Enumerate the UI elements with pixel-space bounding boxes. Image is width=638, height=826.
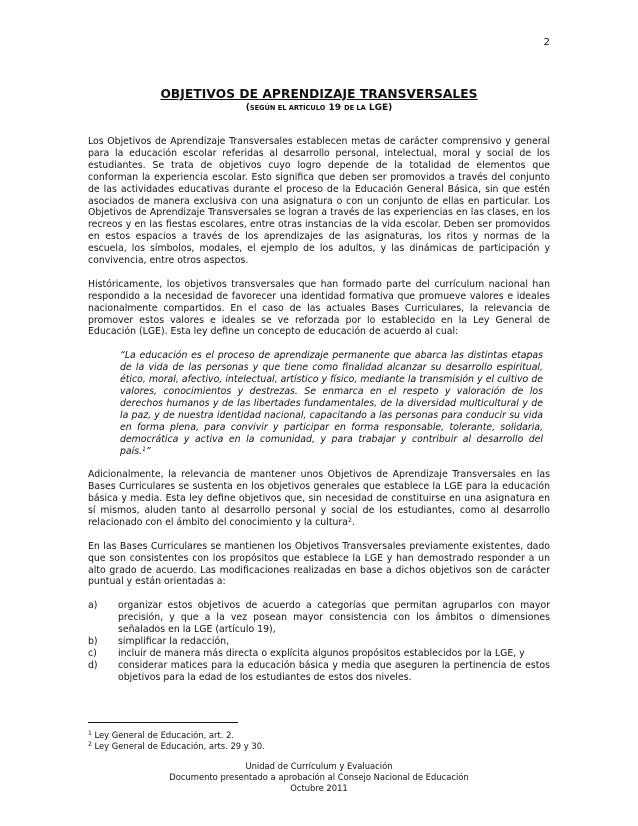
footnote-divider xyxy=(88,722,238,723)
lge-quote xyxy=(120,350,543,457)
document-body xyxy=(88,136,550,684)
list-item-text: incluir de manera más directa o explícita algunos propósitos establecidos por la LGE, y xyxy=(118,647,525,659)
page-title: OBJETIVOS DE APRENDIZAJE TRANSVERSALES xyxy=(160,87,478,101)
footnote-2 xyxy=(88,741,550,752)
subtitle-open: ( xyxy=(245,103,250,113)
paragraph-additional-end: . xyxy=(351,516,355,528)
list-item xyxy=(88,660,550,684)
list-marker: c) xyxy=(88,647,97,659)
list-item xyxy=(88,648,550,660)
quote-close: ” xyxy=(145,445,151,457)
paragraph-intro: Los Objetivos de Aprendizaje Transversales establecen metas de carácter comprensivo y general para la educación escolar referidas al desarrollo personal, intelectual, moral y social de los estudiantes. Se trata de objetivos cuyo logro depende de la totalidad de elementos que conforman la experiencia escolar. Esto significa que deben ser promovidos a través del conjunto de las actividades educativas durante el proceso de la Educación General Básica, sin que estén asociados de manera exclusiva con una asignatura o con un conjunto de ellas en particular. Los Objetivos de Aprendizaje Transversales se logran a través de las experiencias en las clases, en los recreos y en las fiestas escolares, entre otras instancias de la vida escolar. Deben ser promovidos en estos espacios a través de los aprendizajes de las asignaturas, los ritos y normas de la escuela, los símbolos, modales, el ejemplo de los adultos, y las dinámicas de participación y convivencia, entre otros aspectos. xyxy=(88,136,550,267)
list-item-text: considerar matices para la educación básica y media que aseguren la pertinencia de estos objetivos para la edad de los estudiantes de estos dos niveles. xyxy=(118,659,550,683)
list-marker: a) xyxy=(88,600,98,612)
page-footer xyxy=(0,761,638,794)
page-number: 2 xyxy=(543,37,550,48)
list-item-text: organizar estos objetivos de acuerdo a categorías que permitan agruparlos con mayor precisión, y que a la vez posean mayor consistencia con los ámbitos o dimensiones señalados en la LGE (artículo 19), xyxy=(118,600,550,636)
footnotes xyxy=(88,730,550,752)
subtitle-end: LGE) xyxy=(365,103,393,113)
footnote-number: 2 xyxy=(88,741,92,749)
subtitle-small-caps-1: SEGÚN EL ARTÍCULO xyxy=(249,104,326,112)
footer-unit: Unidad de Currículum y Evaluación xyxy=(245,761,393,771)
paragraph-additional-text: Adicionalmente, la relevancia de mantener unos Objetivos de Aprendizaje Transversales en las Bases Curriculares se sustenta en los objetivos generales que establece la LGE para la educación básica y media. Esta ley define objetivos que, sin necesidad de constituirse en una asignatura en sí mismos, aluden tanto al desarrollo personal y social de los estudiantes, como al desarrollo relacionado con el ámbito del conocimiento y la cultura xyxy=(88,469,550,528)
footnote-ref-1[interactable]: 1 xyxy=(142,445,146,453)
list-item-text: simplificar la redacción, xyxy=(118,635,230,647)
footer-date: Octubre 2011 xyxy=(290,782,348,793)
footnote-1 xyxy=(88,730,550,741)
footnote-text: Ley General de Educación, arts. 29 y 30. xyxy=(91,741,265,752)
paragraph-bases: En las Bases Curriculares se mantienen los Objetivos Transversales previamente existentes, dado que son consistentes con los propósitos que establece la LGE y han demostrado responder a un alto grado de acuerdo. Las modificaciones realizadas en base a dichos objetivos son de carácter puntual y están orientadas a: xyxy=(88,540,550,588)
list-marker: b) xyxy=(88,635,98,647)
list-item xyxy=(88,600,550,636)
list-item xyxy=(88,636,550,648)
modifications-list xyxy=(88,600,550,683)
footer-document: Documento presentado a aprobación al Consejo Nacional de Educación xyxy=(169,771,469,782)
subtitle-small-caps-2: DE LA xyxy=(344,104,366,112)
page-subtitle xyxy=(0,103,638,113)
footnote-ref-2[interactable]: 2 xyxy=(347,516,352,524)
quote-text: “La educación es el proceso de aprendizaje permanente que abarca las distintas etapas de la vida de las personas y que tiene como finalidad alcanzar su desarrollo espiritual, ético, moral, afectivo, intelectual, artístico y físico, mediante la transmisión y el cultivo de valores, conocimientos y destrezas. Se enmarca en el respeto y valoración de los derechos humanos y de las libertades fundamentales, de la diversidad multicultural y de la paz, y de nuestra identidad nacional, capacitando a las personas para conducir su vida en forma plena, para convivir y participar en forma responsable, tolerante, solidaria, democrática y activa en la comunidad, y para trabajar y contribuir al desarrollo del país. xyxy=(120,350,543,457)
paragraph-additional xyxy=(88,469,550,529)
list-marker: d) xyxy=(88,659,98,671)
subtitle-number: 19 xyxy=(325,103,345,113)
footnote-number: 1 xyxy=(88,730,92,737)
paragraph-history: Históricamente, los objetivos transversales que han formado parte del currículum nacional han respondido a la necesidad de favorecer una identidad formativa que promueve valores e ideales nacionalmente compartidos. En el caso de las actuales Bases Curriculares, la relevancia de promover estos valores e ideales se ve reforzada por lo establecido en la Ley General de Educación (LGE). Esta ley define un concepto de educación de acuerdo al cual: xyxy=(88,278,550,338)
footnote-text: Ley General de Educación, art. 2. xyxy=(91,730,235,740)
